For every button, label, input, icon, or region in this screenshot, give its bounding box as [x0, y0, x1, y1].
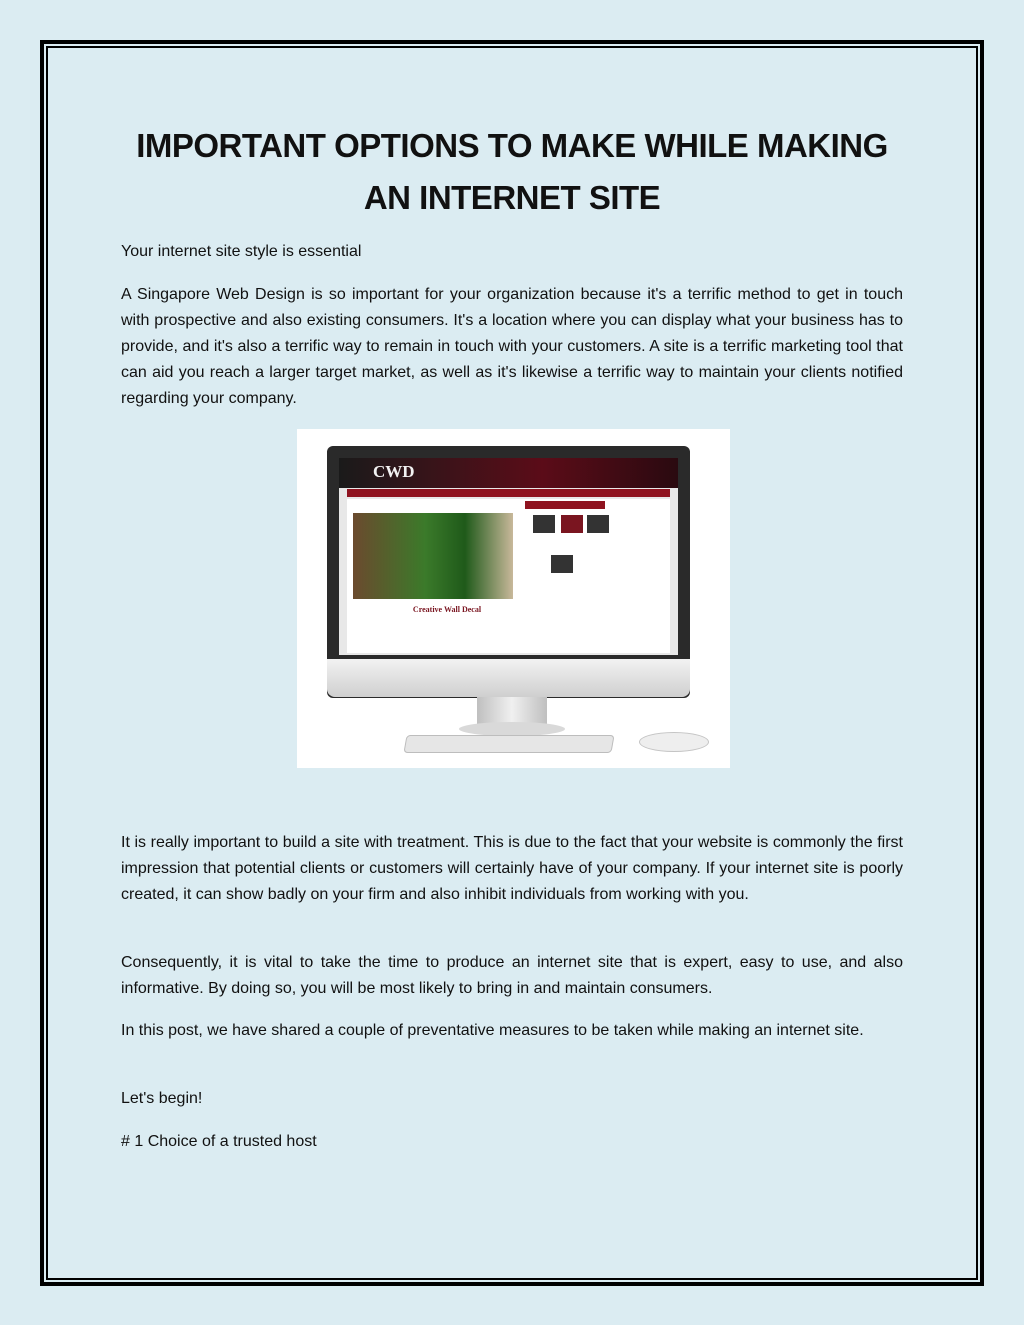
screen-nav-bar	[347, 489, 670, 497]
monitor-chin	[327, 659, 690, 697]
paragraph-importance: A Singapore Web Design is so important for your organization because it's a terrific method to get in touch with prospective and also existing consumers. It's a location where you can display what your business has to provide, and it's also a terrific way to remain in touch with your customers. A site is a terrific marketing tool that can aid you reach a larger target market, as well as it's likewise a terrific way to maintain your clients notified regarding your company.	[121, 286, 903, 407]
monitor-stand	[477, 697, 547, 725]
screen-logo: CWD	[373, 462, 415, 481]
screen-caption: Creative Wall Decal	[412, 605, 482, 614]
section-heading-host: # 1 Choice of a trusted host	[121, 1133, 317, 1150]
screen-photo	[353, 513, 513, 599]
paragraph-treatment: It is really important to build a site with treatment. This is due to the fact that your website is commonly the first impression that potential clients or customers will certainly have of your company. If your internet site is poorly created, it can show badly on your firm and also inhibit individuals from working with you.	[121, 834, 903, 903]
screen-header	[339, 458, 678, 488]
screen-thumbnail	[587, 515, 609, 533]
paragraph-consequently: Consequently, it is vital to take the time to produce an internet site that is expert, easy to use, and also informative. By doing so, you will be most likely to bring in and maintain consumers.	[121, 954, 903, 997]
paragraph-post: In this post, we have shared a couple of preventative measures to be taken while making an internet site.	[121, 1022, 864, 1039]
screen-sidebar-header	[525, 501, 605, 509]
paragraph-intro: Your internet site style is essential	[121, 243, 362, 260]
page-title: IMPORTANT OPTIONS TO MAKE WHILE MAKING AN INTERNET SITE	[136, 127, 888, 216]
screen-thumbnail	[551, 555, 573, 573]
monitor-image	[297, 429, 730, 768]
screen-body	[347, 499, 670, 653]
keyboard	[403, 735, 614, 753]
monitor-screen	[339, 458, 678, 655]
monitor-base	[459, 722, 565, 736]
mouse	[639, 732, 709, 752]
screen-thumbnail	[533, 515, 555, 533]
screen-thumbnail	[561, 515, 583, 533]
paragraph-begin: Let's begin!	[121, 1090, 203, 1107]
